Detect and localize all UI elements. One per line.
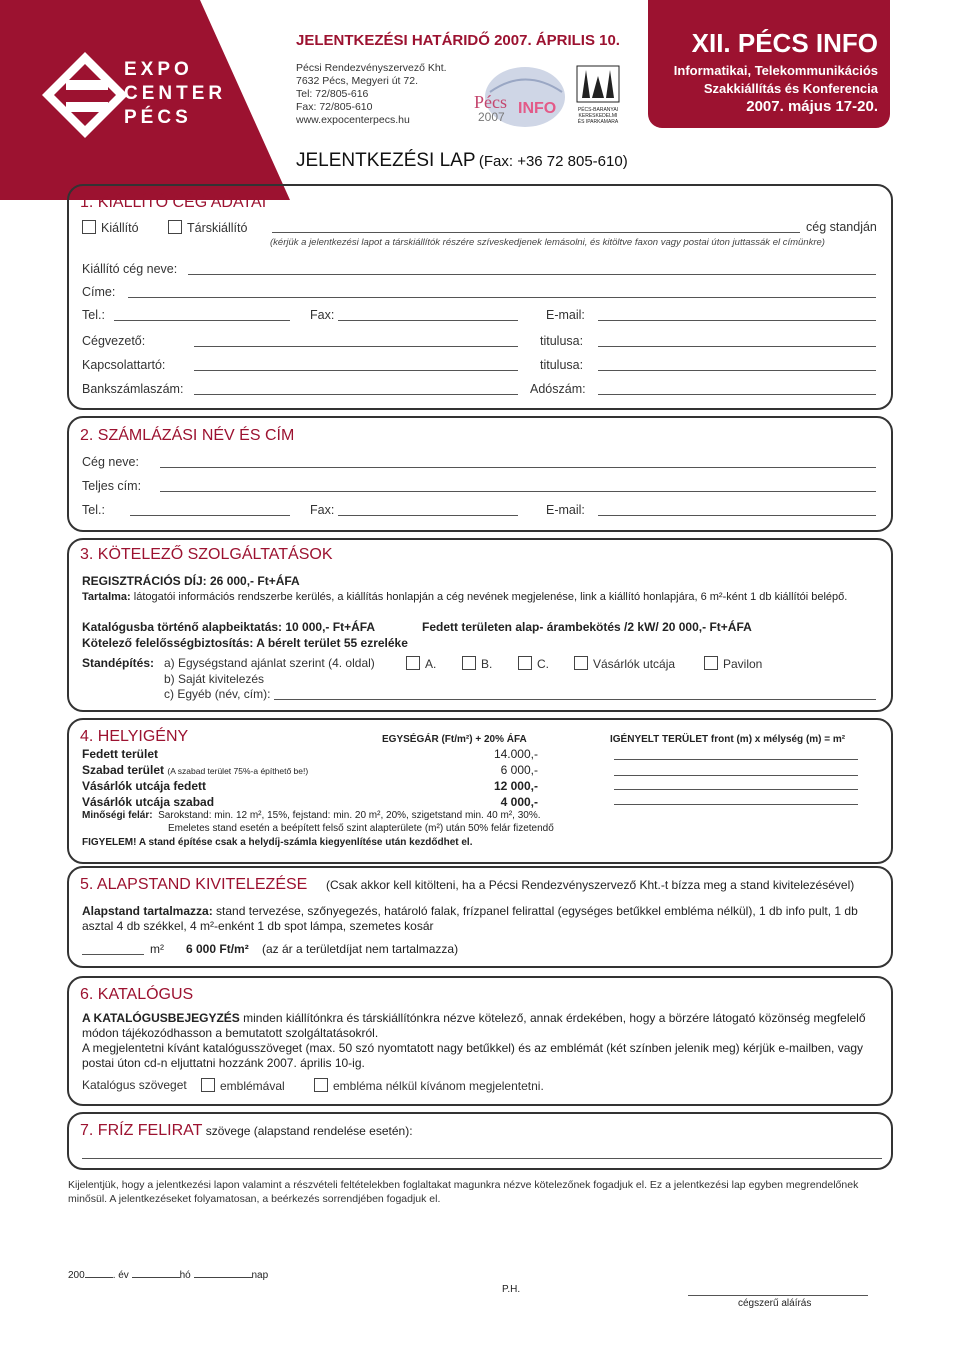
section-7-header [80,1122,413,1140]
friz-text-field[interactable] [82,1158,882,1159]
basic-stand-text: stand tervezése, szőnyegezés, határoló falak, frízpanel felirattal (egységes betűkkel embléma nélkül), 1 db info pult, 1 db asztal 4 db székkel, 4 m²-enként 1 db spot lámpa, szemetes kosár [82,904,858,933]
contact-label: Kapcsolattartó: [82,358,166,372]
billing-name-label: Cég neve: [82,455,139,469]
day-label: nap [251,1270,269,1281]
pecs-info-logo [470,62,570,132]
tel-label: Tel.: [82,308,105,322]
area-price: 12 000,- [493,779,538,793]
area-row-street-covered [82,779,206,793]
declaration-text: Kijelentjük, hogy a jelentkezési lapon valamint a részvételi feltételekben foglaltakat magunkra nézve kötelezőnek fogadjuk el. Ez a jelentkezési lap egyben megrendelőnek minősül. A jelentkezéseket folyamatosan, a beérkezés sorrendjében fogadjuk el. [68,1179,859,1205]
address-field[interactable] [128,297,876,298]
option-label: Kiállító [101,221,139,235]
section-6-title: 6. KATALÓGUS [80,986,194,1003]
option-label: C. [537,657,549,671]
option-label: Pavilon [723,657,763,671]
org-name: Pécsi Rendezvényszervező Kht. [296,62,447,74]
event-sub2: Szakkiállítás és Konferencia [703,81,878,96]
checkbox[interactable] [82,220,96,234]
checkbox[interactable] [314,1078,328,1092]
other-builder-field[interactable] [274,699,876,700]
date-line [68,1270,268,1281]
billing-address-label: Teljes cím: [82,479,142,493]
area-note: (A szabad terület 75%-a építhető be!) [167,766,309,776]
catalog-text-1 [82,1011,882,1041]
area-need-field[interactable] [614,775,858,776]
area-row-open [82,763,308,777]
billing-name-field[interactable] [160,467,876,468]
basic-stand-area-field[interactable] [82,954,144,955]
section-7-title: 7. FRÍZ FELIRAT [80,1122,203,1139]
catalog-fee: Katalógusba történő alapbeiktatás: 10 000,- Ft+ÁFA [82,620,376,634]
section-5-title: 5. ALAPSTAND KIVITELEZÉSE [80,876,308,893]
year-label: . év [112,1270,129,1281]
logo-line: CENTER [124,83,227,104]
checkbox[interactable] [462,656,476,670]
catalog-text-label: Katalógus szöveget [82,1078,187,1092]
area-row-street-open [82,795,214,809]
insurance-fee: Kötelező felelősségbiztosítás: A bérelt terület 55 ezreléke [82,636,408,650]
logo-line: PÉCS [124,107,192,128]
basic-stand-label: Alapstand tartalmazza: [82,904,213,918]
email-field[interactable] [598,320,876,321]
expo-logo-icon [40,50,130,140]
form-title-text: JELENTKEZÉSI LAP [296,150,476,171]
area-need-field[interactable] [614,759,858,760]
checkbox[interactable] [518,656,532,670]
manager-field[interactable] [194,346,518,347]
area-label: Vásárlók utcája fedett [82,779,207,793]
area-need-field[interactable] [614,789,858,790]
content-label: Tartalma: [82,591,131,603]
company-name-field[interactable] [188,274,876,275]
logo-info: INFO [518,100,557,117]
option-label: Vásárlók utcája [593,657,676,671]
catalog-with-logo[interactable] [201,1078,285,1093]
section-2-title: 2. SZÁMLÁZÁSI NÉV ÉS CÍM [80,427,295,444]
event-title: XII. PÉCS INFO [691,28,878,58]
basic-stand-price-note: (az ár a területdíjat nem tartalmazza) [262,942,459,956]
tax-field[interactable] [598,394,876,395]
year-field[interactable] [85,1277,113,1278]
event-sub1: Informatikai, Telekommunikációs [673,63,878,78]
build-option-a: a) Egységstand ajánlat szerint (4. oldal) [164,656,375,670]
signature-field[interactable] [688,1295,868,1296]
basic-stand-content [82,904,882,934]
expo-center-logo [40,50,230,140]
copy-note: (kérjük a jelentkezési lapot a társkiállítók részére szíveskedjenek lemásolni, és kitöltve faxon vagy postai úton juttassák el címünkre) [270,237,825,248]
area-label: Vásárlók utcája szabad [82,795,215,809]
registration-fee: REGISZTRÁCIÓS DÍJ: 26 000,- Ft+ÁFA [82,574,300,588]
area-label: Szabad terület [82,763,165,777]
quality-label: Minőségi felár: [82,810,153,821]
cathedral-icon [574,62,622,104]
company-name-label: Kiállító cég neve: [82,262,178,276]
billing-address-field[interactable] [160,491,876,492]
email-label: E-mail: [546,308,585,322]
form-title [296,150,628,172]
stand-type-street[interactable] [574,656,675,671]
billing-tel-field[interactable] [130,515,290,516]
section-4-title: 4. HELYIGÉNY [80,728,189,745]
tel-field[interactable] [114,320,290,321]
section-7-box [67,1112,893,1170]
build-option-b: b) Saját kivitelezés [164,672,265,686]
area-price: 6 000,- [500,763,538,777]
month-label: hó [179,1270,191,1281]
area-label: Fedett terület [82,747,159,761]
contact-title-field[interactable] [598,370,876,371]
manager-title-field[interactable] [598,346,876,347]
logo-pecs: Pécs [474,92,507,112]
date-prefix: 200 [68,1270,85,1281]
day-field[interactable] [194,1277,252,1278]
power-fee: Fedett területen alap- árambekötés /2 kW/ 20 000,- Ft+ÁFA [422,620,752,634]
section-3-title: 3. KÖTELEZŐ SZOLGÁLTATÁSOK [80,546,333,563]
stand-type-a[interactable] [406,656,436,671]
area-need-field[interactable] [614,804,858,805]
build-label: Standépítés: [82,656,155,670]
stand-type-pavilon[interactable] [704,656,762,671]
chamber-line: KERESKEDELMI [578,113,618,119]
checkbox[interactable] [168,220,182,234]
catalog-lead: A KATALÓGUSBEJEGYZÉS [82,1011,240,1025]
stand-type-b[interactable] [462,656,492,671]
catalog-text-2: A megjelentetni kívánt katalógusszöveget (max. 50 szó nyomtatott nagy betűkkel) és az emblémát (két színben jelenik meg) kérjük e-mailben, vagy postai úton cd-n eljuttatni hozzánk 2007. április 10-ig. [82,1041,864,1070]
area-price: 4 000,- [500,795,538,809]
section-1-title: 1. KIÁLLÍTÓ CÉG ADATAI [80,194,267,211]
stand-type-c[interactable] [518,656,549,671]
logo-year: 2007 [478,110,505,124]
billing-tel-label: Tel.: [82,503,105,517]
section-7-sub: szövege (alapstand rendelése esetén): [205,1124,413,1138]
option-label: embléma nélkül kívánom megjelentetni. [333,1079,544,1093]
org-tel: Tel: 72/805-616 [296,88,369,100]
checkbox[interactable] [574,656,588,670]
chamber-logo [574,62,622,134]
price-header: EGYSÉGÁR (Ft/m²) + 20% ÁFA [382,734,527,745]
option-exhibitor[interactable] [82,220,139,235]
option-label: A. [425,657,437,671]
contact-title-label: titulusa: [540,358,584,372]
month-field[interactable] [132,1277,180,1278]
floors-note: Emeletes stand esetén a beépített felső szint alapterülete (m²) után 50% felár fizetendő [168,823,554,834]
stamp-placeholder: P.H. [502,1284,521,1295]
quality-surcharge [82,810,541,821]
billing-email-field[interactable] [598,515,876,516]
option-coexhibitor[interactable] [168,220,247,235]
warning-note: FIGYELEM! A stand építése csak a helydíj-számla kiegyenlítése után kezdődhet el. [82,837,473,848]
section-5-note: (Csak akkor kell kitölteni, ha a Pécsi Rendezvényszervező Kht.-t bízza meg a stand kivitelezésével) [326,878,855,892]
checkbox[interactable] [201,1078,215,1092]
org-web: www.expocenterpecs.hu [296,114,410,126]
org-fax: Fax: 72/805-610 [296,101,373,113]
need-header: IGÉNYELT TERÜLET front (m) x mélység (m) = m² [610,734,846,745]
bank-field[interactable] [194,394,518,395]
manager-label: Cégvezető: [82,334,146,348]
catalog-without-logo[interactable] [314,1078,544,1093]
quality-text: Sarokstand: min. 12 m², 15%, fejstand: min. 20 m², 20%, szigetstand min. 40 m², 30%. [158,810,541,821]
billing-fax-field[interactable] [338,515,518,516]
form-fax: (Fax: +36 72 805-610) [478,153,628,170]
stand-owner-field[interactable] [272,232,800,233]
event-date: 2007. május 17-20. [746,98,878,115]
fax-field[interactable] [338,320,518,321]
contact-field[interactable] [194,370,518,371]
option-label: emblémával [220,1079,285,1093]
option-label: Társkiállító [187,221,248,235]
registration-content [82,591,847,603]
manager-title-label: titulusa: [540,334,584,348]
checkbox[interactable] [704,656,718,670]
area-unit: m² [150,942,164,956]
deadline-text: JELENTKEZÉSI HATÁRIDŐ 2007. ÁPRILIS 10. [296,32,620,49]
billing-fax-label: Fax: [310,503,335,517]
billing-email-label: E-mail: [546,503,585,517]
org-address: 7632 Pécs, Megyeri út 72. [296,75,418,87]
event-title-box [648,0,890,128]
chamber-line: PÉCS-BARANYAI [577,107,619,113]
fax-label: Fax: [310,308,335,322]
area-row-covered [82,747,158,761]
option-label: B. [481,657,493,671]
address-label: Címe: [82,285,116,299]
chamber-line: ÉS IPARKAMARA [577,119,619,125]
checkbox[interactable] [406,656,420,670]
build-option-c: c) Egyéb (név, cím): [164,687,271,701]
signature-label: cégszerű aláírás [738,1298,812,1309]
area-price: 14.000,- [493,747,538,761]
tax-label: Adószám: [530,382,586,396]
bank-label: Bankszámlaszám: [82,382,184,396]
content-text: látogatói információs rendszerbe kerülés, a kiállítás honlapján a cég nevének megjelenése, link a kiállító honlapjára, 6 m²-ként 1 db kiállítói belépő. [133,591,848,603]
basic-stand-price: 6 000 Ft/m² [186,942,249,956]
logo-line: EXPO [124,59,193,80]
stand-label: cég standján [806,220,877,234]
catalog-text: minden kiállítónkra és társkiállítónkra nézve kötelező, annak érdekében, hogy a börzére látogató közönség megfelelő módon tájékozódhasson a bemutatott szolgáltatásokról. [82,1011,866,1040]
